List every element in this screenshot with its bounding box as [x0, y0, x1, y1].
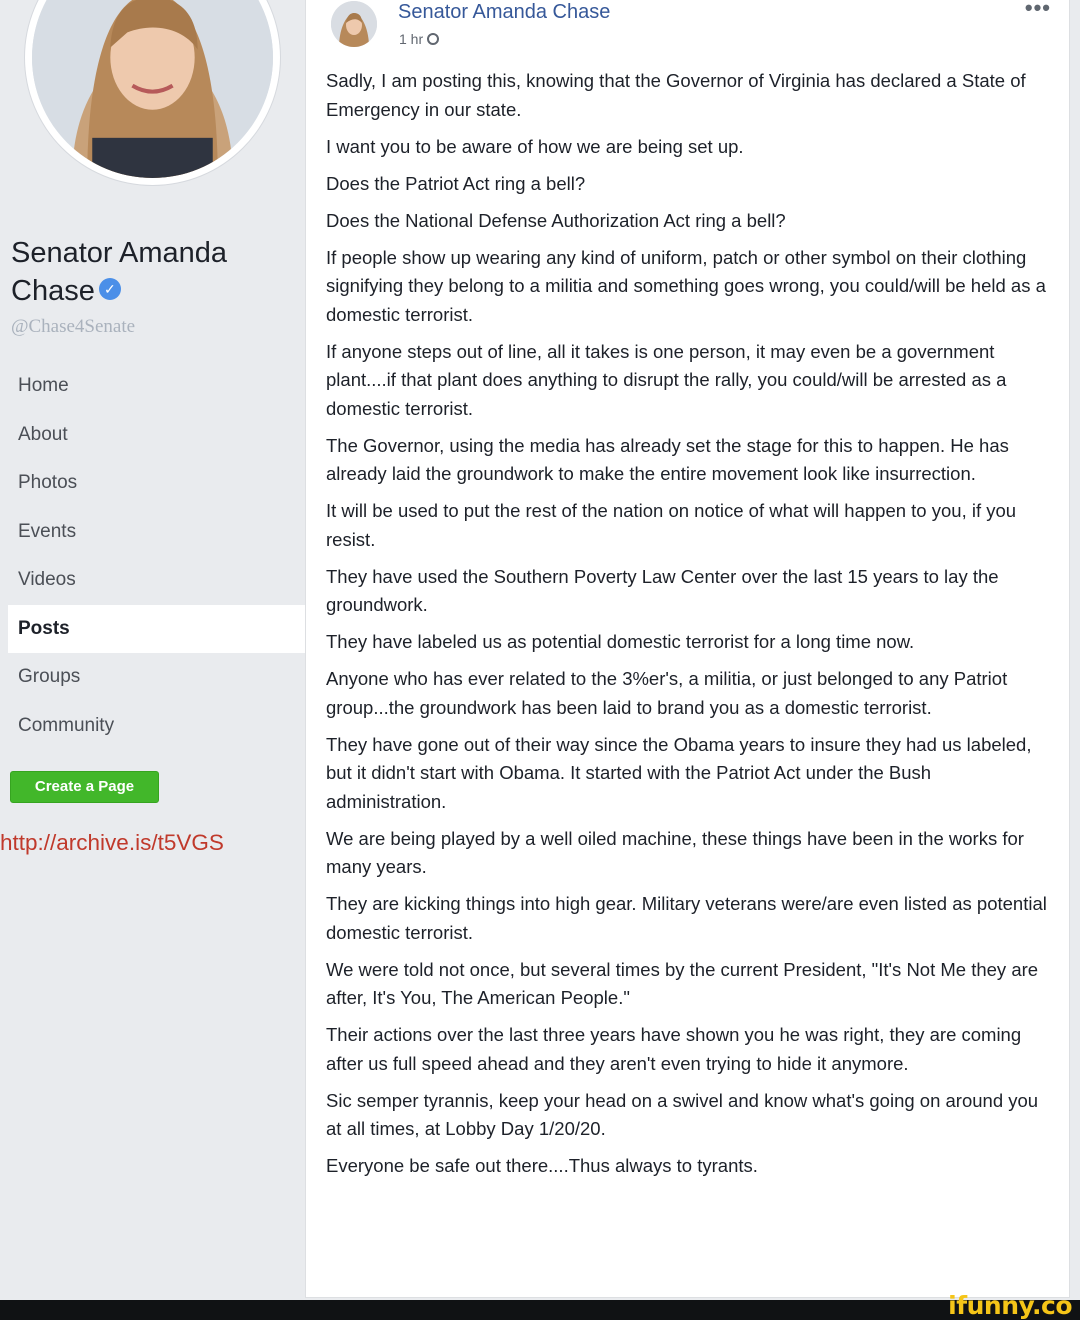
post-paragraph: Sic semper tyrannis, keep your head on a swivel and know what's going on around you at all times, at Lobby Day 1/20/20.	[326, 1089, 1039, 1139]
post-paragraph: We are being played by a well oiled machine, these things have been in the works for many years.	[326, 827, 1024, 877]
post-paragraph: If people show up wearing any kind of uniform, patch or other symbol on their clothing signifying they belong to a militia and something goes wrong, you could/will be held as a domestic terrorist.	[326, 246, 1046, 325]
page-handle[interactable]: @Chase4Senate	[11, 316, 136, 337]
post-paragraph: We were told not once, but several times by the current President, "It's Not Me they are after, It's You, The American People."	[326, 958, 1039, 1008]
post-paragraph: I want you to be aware of how we are being set up.	[326, 135, 744, 157]
more-options-icon[interactable]: •••	[1024, 0, 1051, 20]
post-paragraph: Sadly, I am posting this, knowing that the Governor of Virginia has declared a State of Emergency in our state.	[326, 70, 1026, 120]
post-paragraph: They have labeled us as potential domestic terrorist for a long time now.	[326, 631, 915, 652]
check-badge-icon: ✓	[99, 278, 121, 300]
post-paragraph: Everyone be safe out there....Thus always to tyrants.	[326, 1155, 758, 1176]
archive-link[interactable]: http://archive.is/t5VGS	[0, 830, 224, 855]
author-avatar[interactable]	[331, 1, 377, 47]
post-card	[305, 0, 1070, 1298]
post-paragraph: Does the National Defense Authorization Act ring a bell?	[326, 209, 786, 231]
post-paragraph: They have gone out of their way since the Obama years to insure they had us labeled, but it didn't start with Obama. It started with the Patriot Act under the Bush administration.	[326, 733, 1032, 812]
post-paragraph: Anyone who has ever related to the 3%er's, a militia, or just belonged to any Patriot group...the groundwork has been laid to brand you as a domestic terrorist.	[326, 668, 1008, 718]
post-timestamp[interactable]: 1 hr	[399, 31, 424, 47]
ifunny-watermark: ifunny.co	[948, 1291, 1072, 1320]
nav-item-about[interactable]: About	[18, 423, 68, 445]
nav-item-videos[interactable]: Videos	[18, 569, 76, 590]
create-page-button[interactable]: Create a Page	[10, 771, 159, 803]
post-paragraph: Does the Patriot Act ring a bell?	[326, 172, 586, 194]
post-meta	[399, 31, 439, 47]
profile-photo-icon	[32, 0, 273, 178]
author-photo-icon	[331, 1, 377, 47]
page-title-text: Senator Amanda Chase	[11, 237, 228, 307]
bottom-bar	[0, 1300, 1080, 1320]
page-sidebar	[0, 0, 310, 1300]
nav-item-photos[interactable]: Photos	[18, 472, 78, 493]
page-title	[11, 234, 301, 310]
post-text	[326, 67, 1054, 1189]
nav-item-events[interactable]: Events	[18, 520, 77, 542]
post-paragraph: It will be used to put the rest of the nation on notice of what will happen to you, if you resist.	[326, 500, 1017, 550]
nav-item-groups[interactable]: Groups	[18, 666, 81, 687]
page-nav	[8, 362, 314, 750]
profile-picture[interactable]	[25, 0, 280, 185]
nav-item-posts[interactable]: Posts	[8, 605, 316, 654]
post-paragraph: They are kicking things into high gear. Military veterans were/are even listed as potential domestic terrorist.	[326, 893, 1047, 943]
post-paragraph: The Governor, using the media has already set the stage for this to happen. He has already laid the groundwork to make the entire movement look like insurrection.	[326, 434, 1009, 484]
post-paragraph: If anyone steps out of line, all it takes is one person, it may even be a government plant....if that plant does anything to disrupt the rally, you could/will be arrested as a domestic terrorist.	[326, 340, 1007, 419]
globe-icon	[427, 33, 439, 45]
post-paragraph: They have used the Southern Poverty Law Center over the last 15 years to lay the groundwork.	[326, 565, 999, 615]
nav-item-home[interactable]: Home	[18, 375, 69, 396]
nav-item-community[interactable]: Community	[18, 714, 115, 736]
post-author[interactable]: Senator Amanda Chase	[398, 1, 611, 23]
post-paragraph: Their actions over the last three years have shown you he was right, they are coming after us full speed ahead and they aren't even trying to hide it anymore.	[326, 1024, 1022, 1074]
